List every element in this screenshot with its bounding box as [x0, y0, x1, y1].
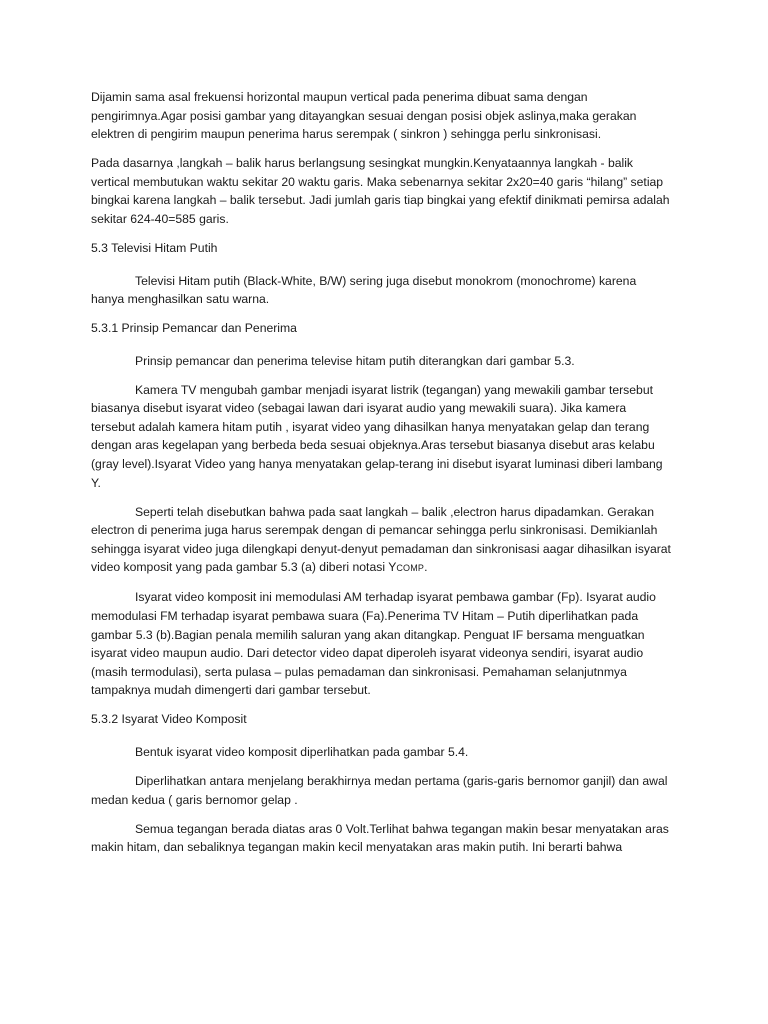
paragraph-blanking-text: Seperti telah disebutkan bahwa pada saat langkah – balik ,electron harus dipadamkan. Gerakan electron di penerima juga harus serempak dengan di pemancar sehingga perlu sinkronisasi. Demikianlah sehingga isyarat video juga dilengkapi denyut-denyut pemadaman dan sinkronisasi aagar dihasilkan isyarat video komposit yang pada gambar 5.3 (a) diberi notasi Y	[91, 504, 671, 575]
document-body	[91, 88, 671, 867]
section-heading-5-3-2: 5.3.2 Isyarat Video Komposit	[91, 712, 247, 727]
paragraph-voltage-levels: Semua tegangan berada diatas aras 0 Volt.Terlihat bahwa tegangan makin besar menyatakan aras makin hitam, dan sebaliknya tegangan makin kecil menyatakan aras makin putih. Ini berarti bahwa	[91, 821, 669, 855]
paragraph-blanking-end: .	[424, 560, 428, 575]
paragraph-bw-tv: Televisi Hitam putih (Black-White, B/W) sering juga disebut monokrom (monochrome) karena hanya menghasilkan satu warna.	[91, 273, 637, 307]
paragraph-blanking	[91, 503, 671, 578]
paragraph-sync-intro: Dijamin sama asal frekuensi horizontal maupun vertical pada penerima dibuat sama dengan pengirimnya.Agar posisi gambar yang ditayangkan sesuai dengan posisi objek aslinya,maka gerakan elektren di pengirim maupun penerima harus serempak ( sinkron ) sehingga perlu sinkronisasi.	[91, 90, 637, 142]
section-heading-5-3-1: 5.3.1 Prinsip Pemancar dan Penerima	[91, 321, 297, 336]
paragraph-camera: Kamera TV mengubah gambar menjadi isyarat listrik (tegangan) yang mewakili gambar tersebut biasanya disebut isyarat video (sebagai lawan dari isyarat audio yang mewakili suara). Jika kamera tersebut adalah kamera hitam putih , isyarat video yang dihasilkan hanya menyatakan gelap dan terang dengan aras kegelapan yang berbeda beda sesuai objeknya.Aras tersebut biasanya disebut aras kelabu (gray level).Isyarat Video yang hanya menyatakan gelap-terang ini disebut isyarat luminasi diberi lambang Y.	[91, 382, 663, 490]
paragraph-field-transition: Diperlihatkan antara menjelang berakhirnya medan pertama (garis-garis bernomor ganjil) dan awal medan kedua ( garis bernomor gelap .	[91, 773, 668, 807]
ycomp-subscript: COMP	[396, 563, 425, 574]
section-heading-5-3: 5.3 Televisi Hitam Putih	[91, 240, 218, 255]
paragraph-transmitter-principle: Prinsip pemancar dan penerima televise hitam putih diterangkan dari gambar 5.3.	[135, 353, 575, 368]
paragraph-composite-shape: Bentuk isyarat video komposit diperlihatkan pada gambar 5.4.	[135, 744, 469, 759]
paragraph-flyback: Pada dasarnya ,langkah – balik harus berlangsung sesingkat mungkin.Kenyataannya langkah - balik vertical membutukan waktu sekitar 20 waktu garis. Maka sebenarnya sekitar 2x20=40 garis “hilang” setiap bingkai karena langkah – balik tersebut. Jadi jumlah garis tiap bingkai yang efektif dinikmati pemirsa adalah sekitar 624-40=585 garis.	[91, 156, 670, 226]
paragraph-modulation: Isyarat video komposit ini memodulasi AM terhadap isyarat pembawa gambar (Fp). Isyarat audio memodulasi FM terhadap isyarat pembawa suara (Fa).Penerima TV Hitam – Putih diperlihatkan pada gambar 5.3 (b).Bagian penala memilih saluran yang akan ditangkap. Penguat IF bersama menguatkan isyarat video maupun audio. Dari detector video dapat diperoleh isyarat videonya sendiri, isyarat audio (masih termodulasi), serta pulasa – pulas pemadaman dan sinkronisasi. Pemahaman selanjutnmya tampaknya mudah dimengerti dari gambar tersebut.	[91, 590, 656, 698]
